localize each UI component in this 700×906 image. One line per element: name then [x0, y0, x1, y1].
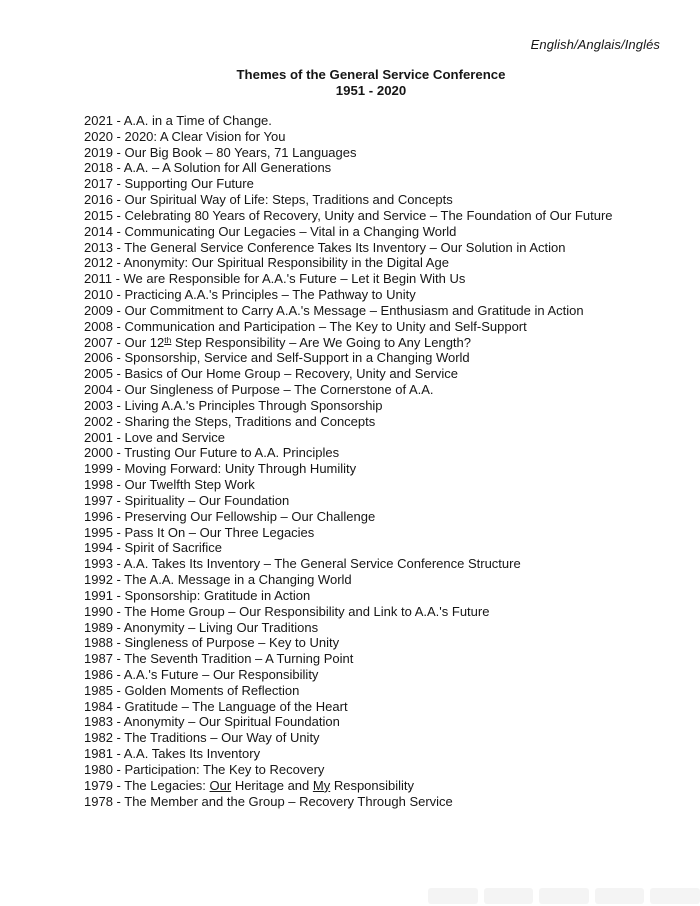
- theme-title: Trusting Our Future to A.A. Principles: [124, 445, 340, 461]
- theme-list-item: [84, 572, 682, 588]
- theme-year: 1996 -: [84, 508, 125, 524]
- theme-title: Basics of Our Home Group – Recovery, Unity and Service: [124, 366, 459, 382]
- theme-year: 2013 -: [84, 239, 125, 255]
- language-label: English/Anglais/Inglés: [530, 37, 660, 52]
- theme-year: 2011 -: [84, 271, 124, 287]
- page-title-line2: 1951 - 2020: [335, 83, 407, 98]
- theme-list-item: [84, 651, 682, 667]
- theme-year: 2019 -: [84, 144, 125, 160]
- theme-year: 1988 -: [84, 635, 125, 651]
- theme-title: A.A. Takes Its Inventory: [123, 746, 261, 762]
- theme-title: Sponsorship: Gratitude in Action: [124, 587, 311, 603]
- theme-year: 2020 -: [84, 128, 125, 144]
- theme-title: Singleness of Purpose – Key to Unity: [124, 635, 340, 651]
- theme-year: 1990 -: [84, 603, 125, 619]
- theme-year: 1995 -: [84, 524, 125, 540]
- scan-artifact: [428, 888, 700, 904]
- theme-year: 2002 -: [84, 413, 125, 429]
- theme-list-item: [84, 398, 682, 414]
- theme-list-item: [84, 224, 682, 240]
- theme-list-item: [84, 730, 682, 746]
- theme-title: The A.A. Message in a Changing World: [124, 572, 352, 588]
- theme-title: Sponsorship, Service and Self-Support in a Changing World: [124, 350, 470, 366]
- theme-list-item: [84, 160, 682, 176]
- theme-title: Communication and Participation – The Key to Unity and Self-Support: [124, 318, 527, 334]
- theme-list-item: [84, 683, 682, 699]
- theme-title: Sharing the Steps, Traditions and Concepts: [124, 413, 376, 429]
- theme-list-item: [84, 303, 682, 319]
- theme-year: 1984 -: [84, 698, 125, 714]
- scan-artifact-block: [650, 888, 700, 904]
- theme-year: 2004 -: [84, 382, 125, 398]
- theme-year: 2007 -: [84, 334, 125, 350]
- theme-year: 2001 -: [84, 429, 125, 445]
- theme-list-item: [84, 667, 682, 683]
- theme-list-item: [84, 271, 682, 287]
- theme-year: 2015 -: [84, 207, 125, 223]
- theme-title: Our Spiritual Way of Life: Steps, Traditions and Concepts: [124, 192, 453, 208]
- theme-year: 1983 -: [84, 714, 124, 730]
- theme-list-item: [84, 604, 682, 620]
- theme-year: 1987 -: [84, 651, 125, 667]
- theme-title: Golden Moments of Reflection: [124, 682, 300, 698]
- theme-title: Gratitude – The Language of the Heart: [124, 698, 348, 714]
- theme-title: Anonymity: Our Spiritual Responsibility in the Digital Age: [123, 255, 449, 271]
- theme-list-item: [84, 145, 682, 161]
- theme-list-item: [84, 509, 682, 525]
- theme-list-item: [84, 556, 682, 572]
- theme-title: Living A.A.'s Principles Through Sponsorship: [124, 397, 383, 413]
- theme-list-item: [84, 746, 682, 762]
- theme-title: Our 12th Step Responsibility – Are We Going to Any Length?: [124, 334, 471, 350]
- theme-title: Supporting Our Future: [124, 176, 254, 192]
- theme-year: 2009 -: [84, 302, 125, 318]
- theme-list-item: [84, 445, 682, 461]
- theme-year: 1981 -: [84, 746, 124, 762]
- theme-list-item: [84, 714, 682, 730]
- theme-list-item: [84, 176, 682, 192]
- theme-year: 2017 -: [84, 176, 125, 192]
- theme-year: 1982 -: [84, 730, 125, 746]
- theme-title: Celebrating 80 Years of Recovery, Unity and Service – The Foundation of Our Future: [124, 207, 613, 223]
- theme-year: 2012 -: [84, 255, 124, 271]
- theme-year: 1978 -: [84, 793, 125, 809]
- theme-title: Preserving Our Fellowship – Our Challenge: [124, 508, 376, 524]
- theme-list-item: [84, 699, 682, 715]
- theme-list: [84, 113, 682, 809]
- theme-year: 1992 -: [84, 572, 125, 588]
- theme-year: 2010 -: [84, 287, 125, 303]
- theme-year: 1991 -: [84, 587, 125, 603]
- theme-list-item: [84, 635, 682, 651]
- theme-list-item: [84, 319, 682, 335]
- theme-year: 2003 -: [84, 397, 125, 413]
- theme-title: The General Service Conference Takes Its Inventory – Our Solution in Action: [124, 239, 566, 255]
- page-title: [0, 67, 700, 99]
- theme-year: 2008 -: [84, 318, 125, 334]
- theme-year: 1993 -: [84, 556, 124, 572]
- theme-list-item: [84, 588, 682, 604]
- theme-title: 2020: A Clear Vision for You: [124, 128, 286, 144]
- page-title-line1: Themes of the General Service Conference: [236, 67, 506, 82]
- theme-year: 2014 -: [84, 223, 125, 239]
- scan-artifact-block: [539, 888, 589, 904]
- theme-year: 1986 -: [84, 666, 124, 682]
- theme-list-item: [84, 255, 682, 271]
- theme-title: Our Commitment to Carry A.A.'s Message – Enthusiasm and Gratitude in Action: [124, 302, 584, 318]
- theme-title: Pass It On – Our Three Legacies: [124, 524, 315, 540]
- theme-year: 1994 -: [84, 540, 125, 556]
- theme-list-item: [84, 192, 682, 208]
- theme-list-item: [84, 113, 682, 129]
- theme-year: 1979 -: [84, 777, 125, 793]
- theme-year: 2000 -: [84, 445, 125, 461]
- theme-title: Moving Forward: Unity Through Humility: [124, 461, 357, 477]
- theme-list-item: [84, 794, 682, 810]
- theme-title: Practicing A.A.'s Principles – The Pathway to Unity: [124, 287, 416, 303]
- theme-title: A.A. – A Solution for All Generations: [123, 160, 332, 176]
- theme-list-item: [84, 778, 682, 794]
- theme-list-item: [84, 350, 682, 366]
- theme-list-item: [84, 540, 682, 556]
- theme-title: Spirituality – Our Foundation: [124, 492, 290, 508]
- theme-title: A.A.'s Future – Our Responsibility: [123, 666, 319, 682]
- theme-list-item: [84, 477, 682, 493]
- theme-title: Spirit of Sacrifice: [124, 540, 223, 556]
- theme-year: 1985 -: [84, 682, 125, 698]
- theme-year: 2016 -: [84, 192, 125, 208]
- theme-list-item: [84, 461, 682, 477]
- theme-year: 1980 -: [84, 761, 125, 777]
- theme-year: 2006 -: [84, 350, 125, 366]
- theme-title: Our Twelfth Step Work: [124, 477, 255, 493]
- theme-list-item: [84, 414, 682, 430]
- theme-list-item: [84, 208, 682, 224]
- theme-list-item: [84, 129, 682, 145]
- theme-list-item: [84, 335, 682, 351]
- theme-title: The Traditions – Our Way of Unity: [124, 730, 320, 746]
- scan-artifact-block: [484, 888, 534, 904]
- theme-title: Anonymity – Living Our Traditions: [123, 619, 319, 635]
- theme-title: Anonymity – Our Spiritual Foundation: [123, 714, 340, 730]
- theme-list-item: [84, 287, 682, 303]
- theme-list-item: [84, 620, 682, 636]
- theme-list-item: [84, 430, 682, 446]
- theme-year: 2005 -: [84, 366, 125, 382]
- theme-list-item: [84, 240, 682, 256]
- theme-title: A.A. Takes Its Inventory – The General Service Conference Structure: [123, 556, 521, 572]
- theme-title: Our Singleness of Purpose – The Cornerstone of A.A.: [124, 382, 434, 398]
- theme-year: 1989 -: [84, 619, 124, 635]
- theme-title: We are Responsible for A.A.'s Future – Let it Begin With Us: [123, 271, 466, 287]
- theme-title: A.A. in a Time of Change.: [123, 113, 272, 128]
- theme-title: Participation: The Key to Recovery: [124, 761, 325, 777]
- scan-artifact-block: [428, 888, 478, 904]
- theme-list-item: [84, 525, 682, 541]
- theme-title: The Legacies: Our Heritage and My Responsibility: [124, 777, 415, 793]
- theme-title: Communicating Our Legacies – Vital in a Changing World: [124, 223, 457, 239]
- theme-title: The Seventh Tradition – A Turning Point: [124, 651, 354, 667]
- theme-title: The Home Group – Our Responsibility and Link to A.A.'s Future: [124, 603, 490, 619]
- theme-title: Love and Service: [124, 429, 225, 445]
- theme-list-item: [84, 382, 682, 398]
- theme-year: 2018 -: [84, 160, 124, 176]
- theme-list-item: [84, 762, 682, 778]
- theme-year: 2021 -: [84, 113, 124, 128]
- theme-year: 1998 -: [84, 477, 125, 493]
- theme-list-item: [84, 493, 682, 509]
- theme-title: The Member and the Group – Recovery Through Service: [124, 793, 453, 809]
- theme-year: 1997 -: [84, 492, 125, 508]
- theme-year: 1999 -: [84, 461, 125, 477]
- theme-title: Our Big Book – 80 Years, 71 Languages: [124, 144, 357, 160]
- scan-artifact-block: [595, 888, 645, 904]
- theme-list-item: [84, 366, 682, 382]
